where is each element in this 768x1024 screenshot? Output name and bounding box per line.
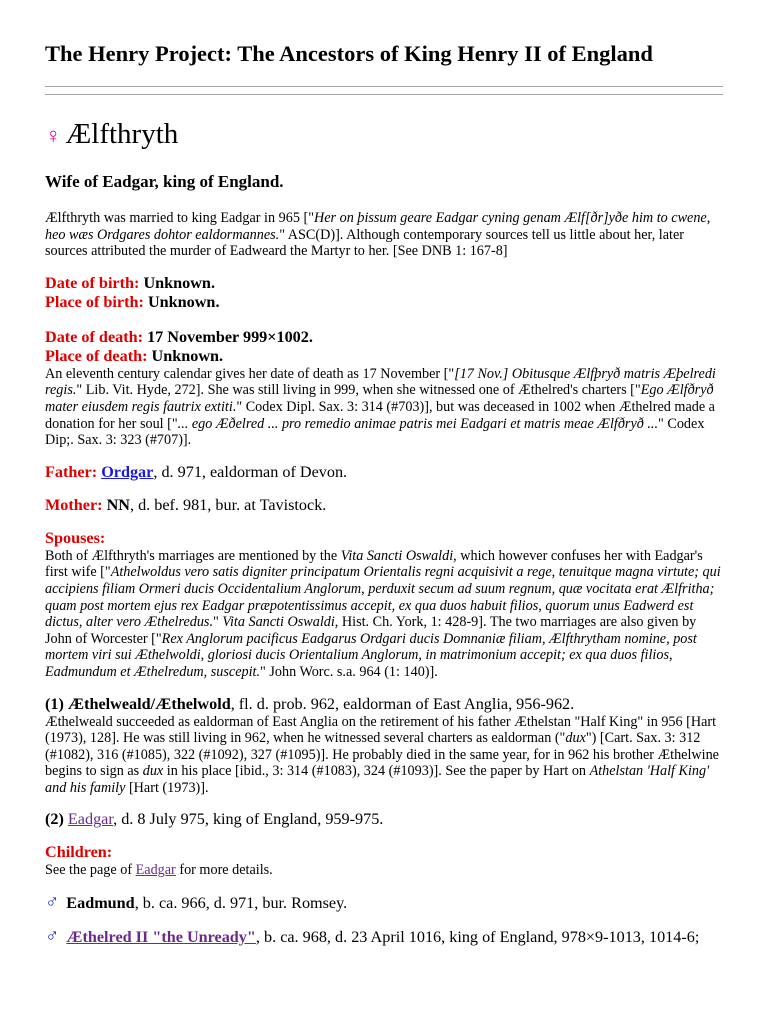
birth-date-value: Unknown.	[143, 273, 215, 292]
children-label: Children:	[45, 843, 113, 862]
death-date	[45, 328, 723, 347]
divider-top	[45, 86, 723, 87]
birth-date-label: Date of birth:	[45, 273, 140, 292]
spouses-paragraph: Both of Ælfthryth's marriages are mentioned by the Vita Sancti Oswaldi, which however confuses her with Eadgar's first wife ["Athelwoldus vero satis digniter principatum Orientalis regni acquisivit a rege, tenuitque magna virtute; qui accipiens filiam Ormeri ducis Occidentalium Anglorum, perduxit secum ad suum regnum, quæ vocitata erat Ælfritha; quam post mortem ejus rex Eadgar præpotentissimus accepit, ex qua duos habuit filios, quorum unus Eadwerd est dictus, alter vero Æthelredus." Vita Sancti Oswaldi, Hist. Ch. York, 1: 428-9]. The two marriages are also given by John of Worcester ["Rex Anglorum pacificus Eadgarus Ordgari ducis Domnaniæ filiam, Ælfthrytham nomine, post mortem viri sui Æthelwoldi, gloriosi ducis Orientalium Anglorum, in matrimonium accepit; ex qua duos filios, Eadmundum et Æthelredum, suscepit." John Worc. s.a. 964 (1: 140)].	[45, 547, 721, 680]
mother-label: Mother:	[45, 495, 103, 514]
birth-place-value: Unknown.	[147, 292, 220, 311]
mother-line: Mother: NN, d. bef. 981, bur. at Tavistock.	[45, 495, 327, 514]
spouse-1-paragraph: Æthelweald succeeded as ealdorman of East Anglia on the retirement of his father Æthelstan "Half King" in 956 [Hart (1973), 128]. He was still living in 962, when he witnessed several charters as ealdorman ("dux") [Cart. Sax. 3: 312 (#1082), 316 (#1085), 322 (#1092), 327 (#1095)]. He probably died in the same year, for in 962 his brother Æthelwine begins to sign as dux in his place [ibid., 3: 314 (#1083), 324 (#1093)]. See the paper by Hart on Athelstan 'Half King' and his family [Hart (1973)].	[45, 713, 719, 796]
child-1-line: ♂ Eadmund, b. ca. 966, d. 971, bur. Romsey.	[45, 892, 348, 914]
child-1-name: Eadmund	[66, 894, 135, 913]
divider-bottom	[45, 94, 723, 95]
birth-place-label: Place of birth:	[45, 292, 144, 311]
spouse-1-name: Æthelweald/Æthelwold	[67, 694, 231, 713]
birth-place	[45, 293, 723, 312]
father-label: Father:	[45, 462, 98, 481]
female-symbol-icon: ♀	[45, 123, 62, 148]
person-name: Ælfthryth	[65, 118, 179, 150]
death-date-value: 17 November 999×1002.	[147, 327, 313, 346]
spouse-1-line: (1) Æthelweald/Æthelwold, fl. d. prob. 962, ealdorman of East Anglia, 956-962.	[45, 694, 575, 713]
father-line: Father: Ordgar, d. 971, ealdorman of Devon.	[45, 462, 348, 481]
death-place-value: Unknown.	[151, 346, 224, 365]
father-link[interactable]: Ordgar	[101, 462, 154, 481]
child-2-link[interactable]: Æthelred II "the Unready"	[66, 928, 256, 947]
male-symbol-icon: ♂	[45, 926, 60, 948]
birth-date	[45, 274, 723, 293]
person-heading	[45, 117, 723, 153]
children-label-line	[45, 843, 723, 862]
death-place	[45, 347, 723, 366]
death-date-label: Date of death:	[45, 327, 144, 346]
male-symbol-icon: ♂	[45, 892, 60, 914]
death-place-label: Place of death:	[45, 346, 148, 365]
intro-paragraph: Ælfthryth was married to king Eadgar in 965 ["Her on þissum geare Eadgar cyning genam Ælf[ðr]yðe him to cwene, heo wæs Ordgares dohtor ealdormannes." ASC(D)]. Although contemporary sources tell us little about her, later sources attributed the murder of Eadweard the Martyr to her. [See DNB 1: 167-8]	[45, 210, 711, 260]
mother-name: NN	[106, 495, 130, 514]
person-subtitle: Wife of Eadgar, king of England.	[45, 172, 284, 191]
spouse-2-link[interactable]: Eadgar	[67, 810, 114, 829]
child-2-line: ♂ Æthelred II "the Unready", b. ca. 968, d. 23 April 1016, king of England, 978×9-1013, 1014-6;	[45, 926, 700, 948]
death-paragraph: An eleventh century calendar gives her date of death as 17 November ["[17 Nov.] Obitusque Ælfþryð matris Æþelredi regis." Lib. Vit. Hyde, 272]. She was still living in 999, when she witnessed one of Æthelred's charters ["Ego Ælfðryð mater eiusdem regis fautrix extiti." Codex Dipl. Sax. 3: 314 (#703)], but was deceased in 1002 when Æthelred made a donation for her soul ["... ego Æðelred ... pro remedio animae patris mei Eadgari et matris meae Ælfðryð ..." Codex Dip;. Sax. 3: 323 (#707)].	[45, 365, 716, 449]
children-note-link[interactable]: Eadgar	[135, 862, 176, 879]
spouses-label: Spouses:	[45, 528, 106, 547]
children-note: See the page of Eadgar for more details.	[45, 862, 273, 879]
spouses-label-line	[45, 529, 723, 548]
spouse-2-line: (2) Eadgar, d. 8 July 975, king of England, 959-975.	[45, 810, 384, 829]
site-title: The Henry Project: The Ancestors of King Henry II of England	[45, 41, 653, 66]
